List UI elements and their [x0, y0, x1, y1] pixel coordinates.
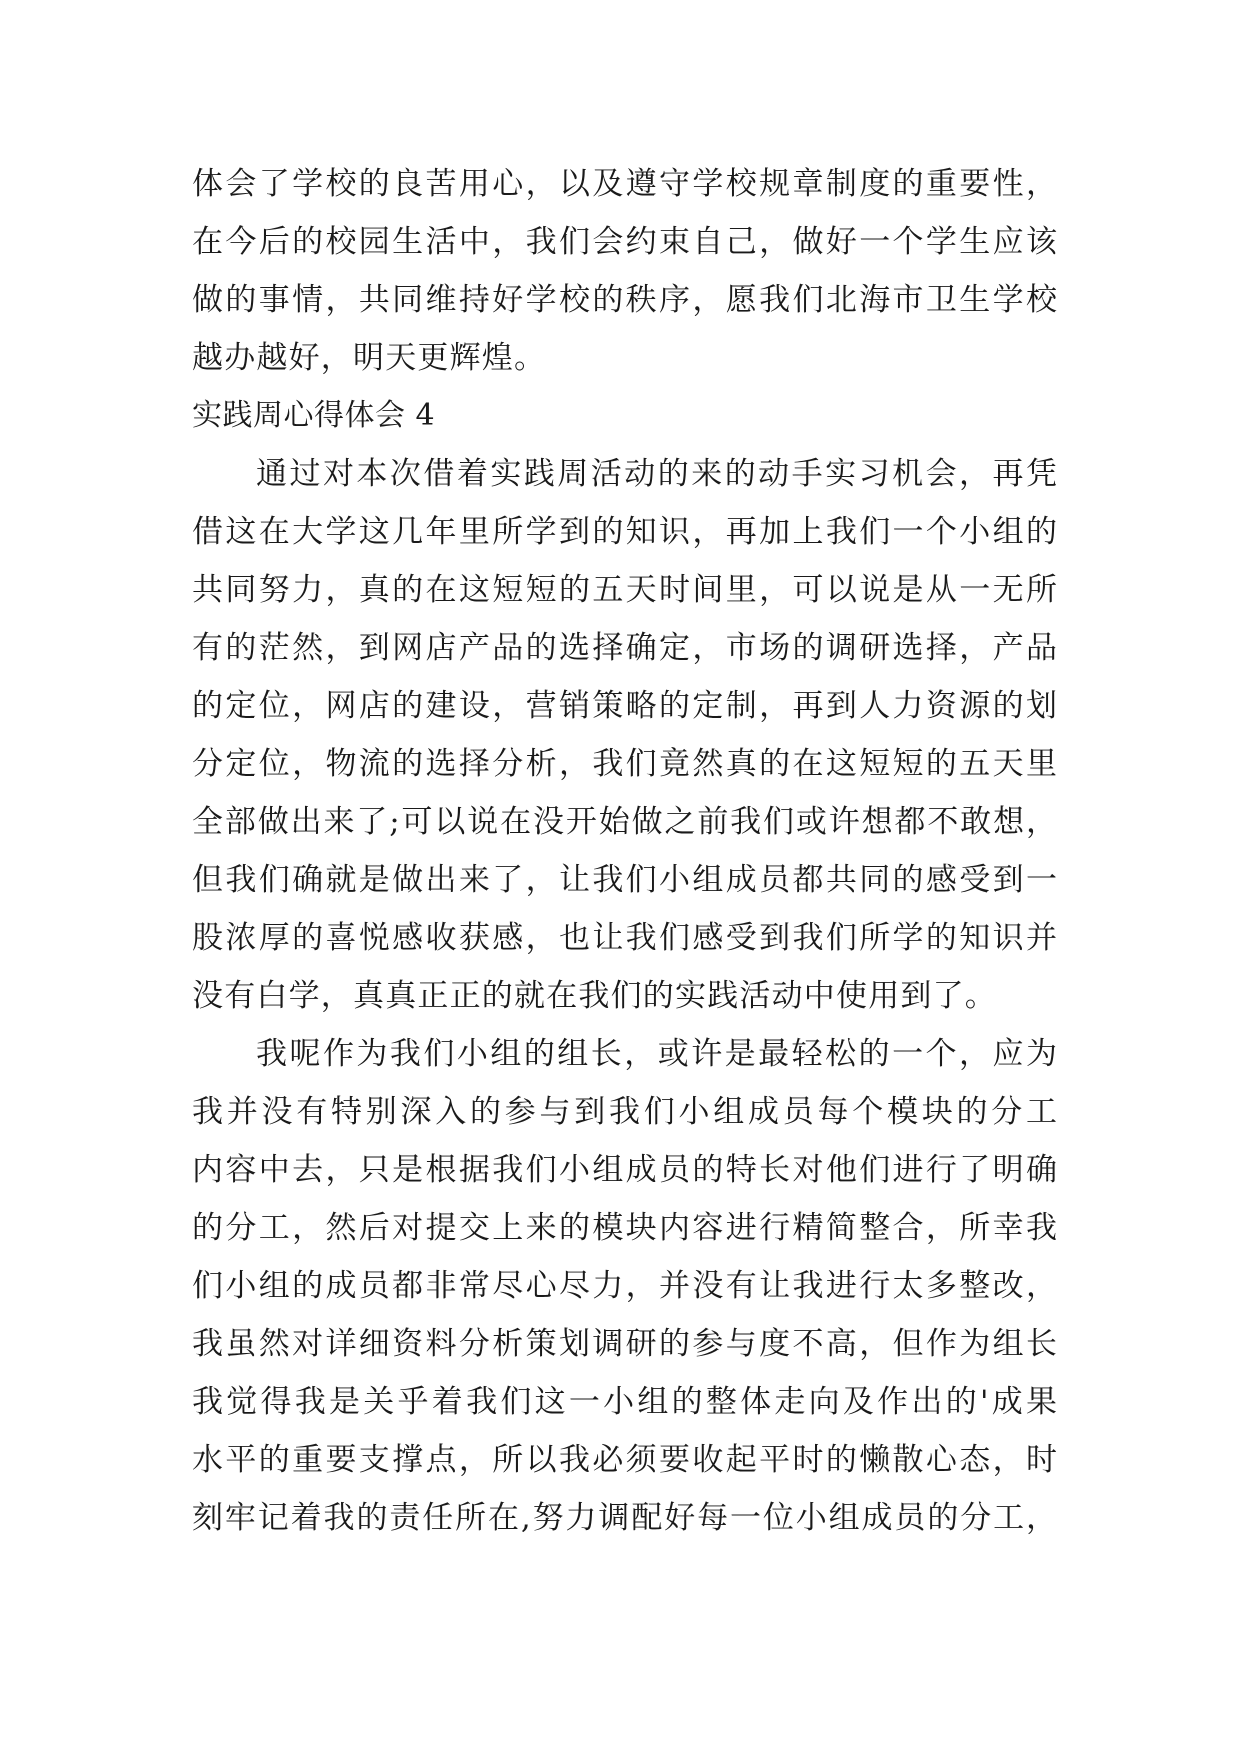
section-heading: 实践周心得体会 4 [192, 398, 436, 433]
text-line: 没有白学，真真正正的就在我们的实践活动中使用到了。 [192, 978, 997, 1014]
text-line: 做的事情，共同维持好学校的秩序，愿我们北海市卫生学校 [192, 282, 1057, 318]
paragraph-1 [192, 445, 1057, 1025]
text-line: 我呢作为我们小组的组长，或许是最轻松的一个，应为 [256, 1036, 1057, 1072]
text-line: 全部做出来了;可以说在没开始做之前我们或许想都不敢想， [192, 804, 1057, 840]
text-line: 越办越好，明天更辉煌。 [192, 340, 547, 376]
text-line: 的定位，网店的建设，营销策略的定制，再到人力资源的划 [192, 688, 1057, 724]
previous-section-text [192, 155, 1057, 387]
text-line: 刻牢记着我的责任所在,努力调配好每一位小组成员的分工， [192, 1500, 1057, 1536]
document-body [192, 155, 1057, 1547]
text-line: 内容中去，只是根据我们小组成员的特长对他们进行了明确 [192, 1152, 1057, 1188]
text-line: 但我们确就是做出来了，让我们小组成员都共同的感受到一 [192, 862, 1057, 898]
text-line: 通过对本次借着实践周活动的来的动手实习机会，再凭 [256, 456, 1057, 492]
text-line: 有的茫然，到网店产品的选择确定，市场的调研选择，产品 [192, 630, 1057, 666]
text-line: 借这在大学这几年里所学到的知识，再加上我们一个小组的 [192, 514, 1057, 550]
text-line: 我觉得我是关乎着我们这一小组的整体走向及作出的'成果 [192, 1384, 1057, 1420]
text-line: 的分工，然后对提交上来的模块内容进行精简整合，所幸我 [192, 1210, 1057, 1246]
text-line: 体会了学校的良苦用心，以及遵守学校规章制度的重要性， [192, 166, 1057, 202]
paragraph-2 [192, 1025, 1057, 1547]
text-line: 我虽然对详细资料分析策划调研的参与度不高，但作为组长 [192, 1326, 1057, 1362]
text-line: 分定位，物流的选择分析，我们竟然真的在这短短的五天里 [192, 746, 1057, 782]
text-line: 在今后的校园生活中，我们会约束自己，做好一个学生应该 [192, 224, 1057, 260]
text-line: 我并没有特别深入的参与到我们小组成员每个模块的分工 [192, 1094, 1057, 1130]
text-line: 共同努力，真的在这短短的五天时间里，可以说是从一无所 [192, 572, 1057, 608]
text-line: 水平的重要支撑点，所以我必须要收起平时的懒散心态，时 [192, 1442, 1057, 1478]
text-line: 股浓厚的喜悦感收获感，也让我们感受到我们所学的知识并 [192, 920, 1057, 956]
text-line: 们小组的成员都非常尽心尽力，并没有让我进行太多整改， [192, 1268, 1057, 1304]
